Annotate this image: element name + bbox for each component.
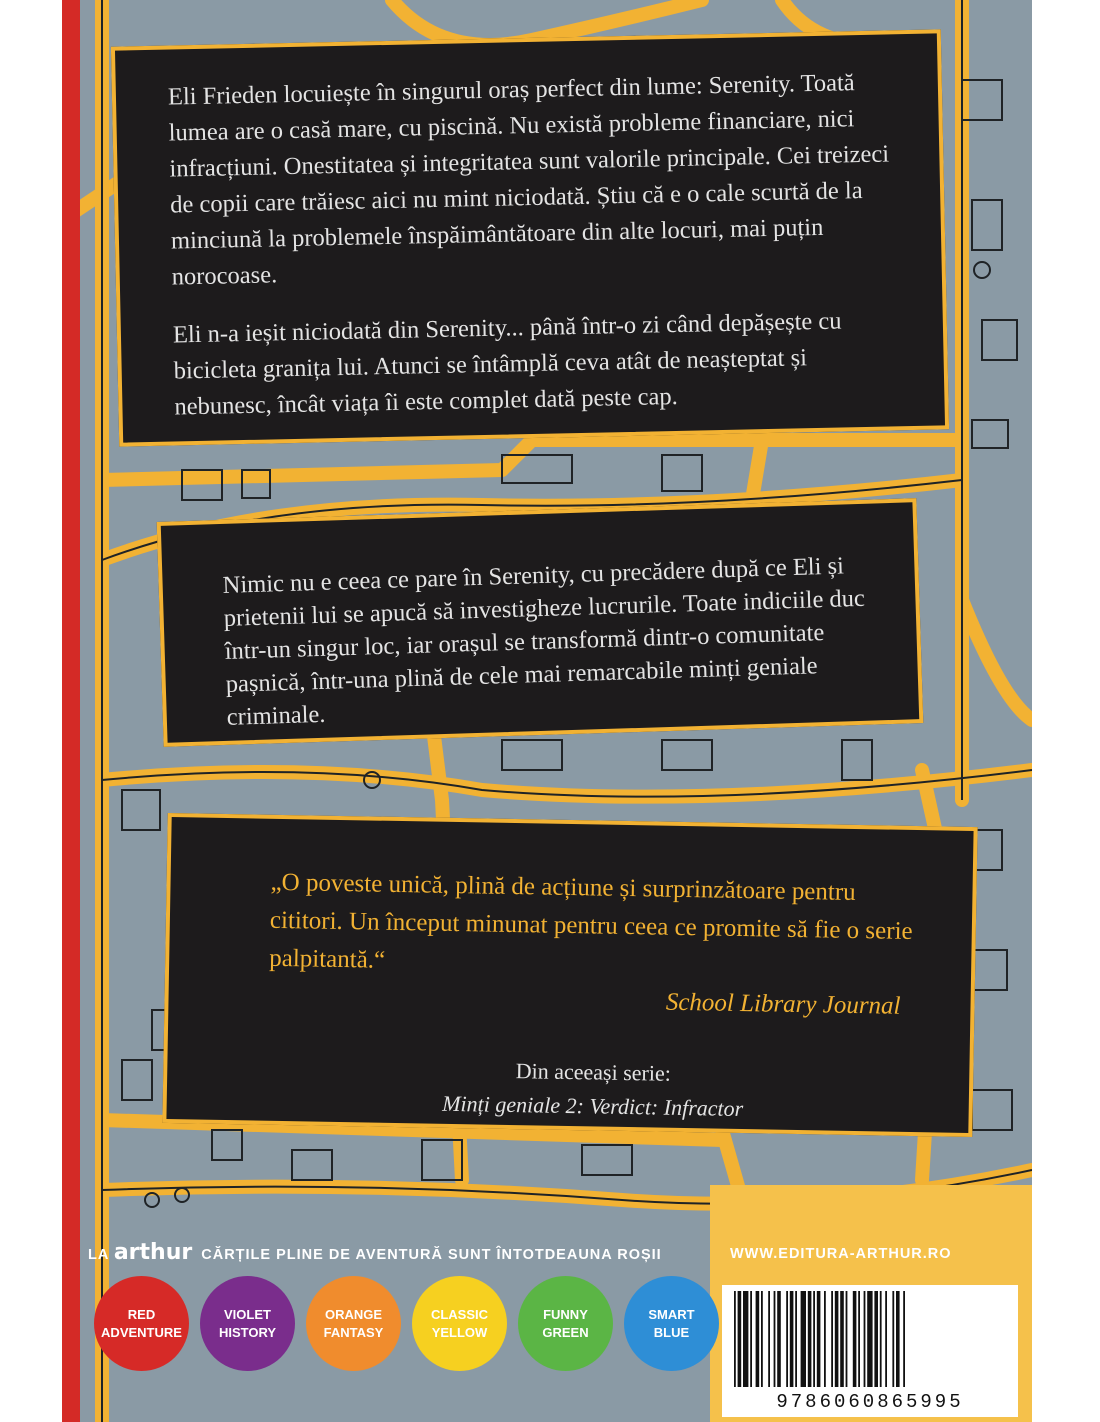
collection-badge-smart-blue: SMART BLUE (624, 1276, 719, 1371)
review-source: School Library Journal (665, 988, 901, 1020)
series-title: Minți geniale 2: Verdict: Infractor (442, 1090, 744, 1122)
red-spine-strip (62, 0, 80, 1422)
review-quote: „O poveste unică, plină de acțiune și surprinzătoare pentru cititori. Un început minunat pentru ceea ce promite să fie o serie palpitantă.“ (269, 868, 913, 974)
barcode (722, 1285, 1018, 1417)
series-heading: Din aceeași serie: (515, 1058, 672, 1086)
collection-badge-red-adventure: RED ADVENTURE (94, 1276, 189, 1371)
publisher-tagline (88, 1240, 698, 1265)
collection-badge-violet-history: VIOLET HISTORY (200, 1276, 295, 1371)
publisher-website: WWW.EDITURA-ARTHUR.RO (730, 1246, 952, 1262)
teaser-text: Nimic nu e ceea ce pare în Serenity, cu precădere după ce Eli și prietenii lui se apucă să investigheze lucrurile. Toate indiciile duc într-un singur loc, iar orașul se transformă dintr-o comunitate pașnică, într-una plină de cele mai remarcabile minți geniale criminale. (222, 552, 866, 731)
synopsis-panel (111, 29, 949, 446)
tagline-prefix: LA (88, 1247, 109, 1263)
synopsis-paragraph-1: Eli Frieden locuiește în singurul oraș perfect din lume: Serenity. Toată lumea are o casă mare, cu piscină. Nu există probleme financiare, nici infracțiuni. Onestitatea și integritatea sunt valorile principale. Cei treizeci de copii care trăiesc aici nu mint niciodată. Știu că e o cale scurtă de la minciună la problemele înspăimântătoare din alte locuri, mai puțin norocoase. (167, 69, 890, 291)
synopsis-paragraph-2: Eli n-a ieșit niciodată din Serenity... până într-o zi când depășește cu bicicleta granița lui. Atunci se întâmplă ceva atât de neașteptat și nebunesc, încât viața îi este complet dată peste cap. (172, 307, 842, 421)
review-panel (162, 813, 977, 1137)
barcode-bars-icon (730, 1291, 1010, 1389)
collection-badge-classic-yellow: CLASSIC YELLOW (412, 1276, 507, 1371)
tagline-text: CĂRȚILE PLINE DE AVENTURĂ SUNT ÎNTOTDEAUNA ROȘII (201, 1247, 662, 1263)
collection-badge-orange-fantasy: ORANGE FANTASY (306, 1276, 401, 1371)
teaser-panel (157, 498, 924, 747)
publisher-logo: arthur (113, 1240, 193, 1265)
collection-badge-funny-green: FUNNY GREEN (518, 1276, 613, 1371)
isbn-number: 9786060865995 (776, 1391, 964, 1413)
